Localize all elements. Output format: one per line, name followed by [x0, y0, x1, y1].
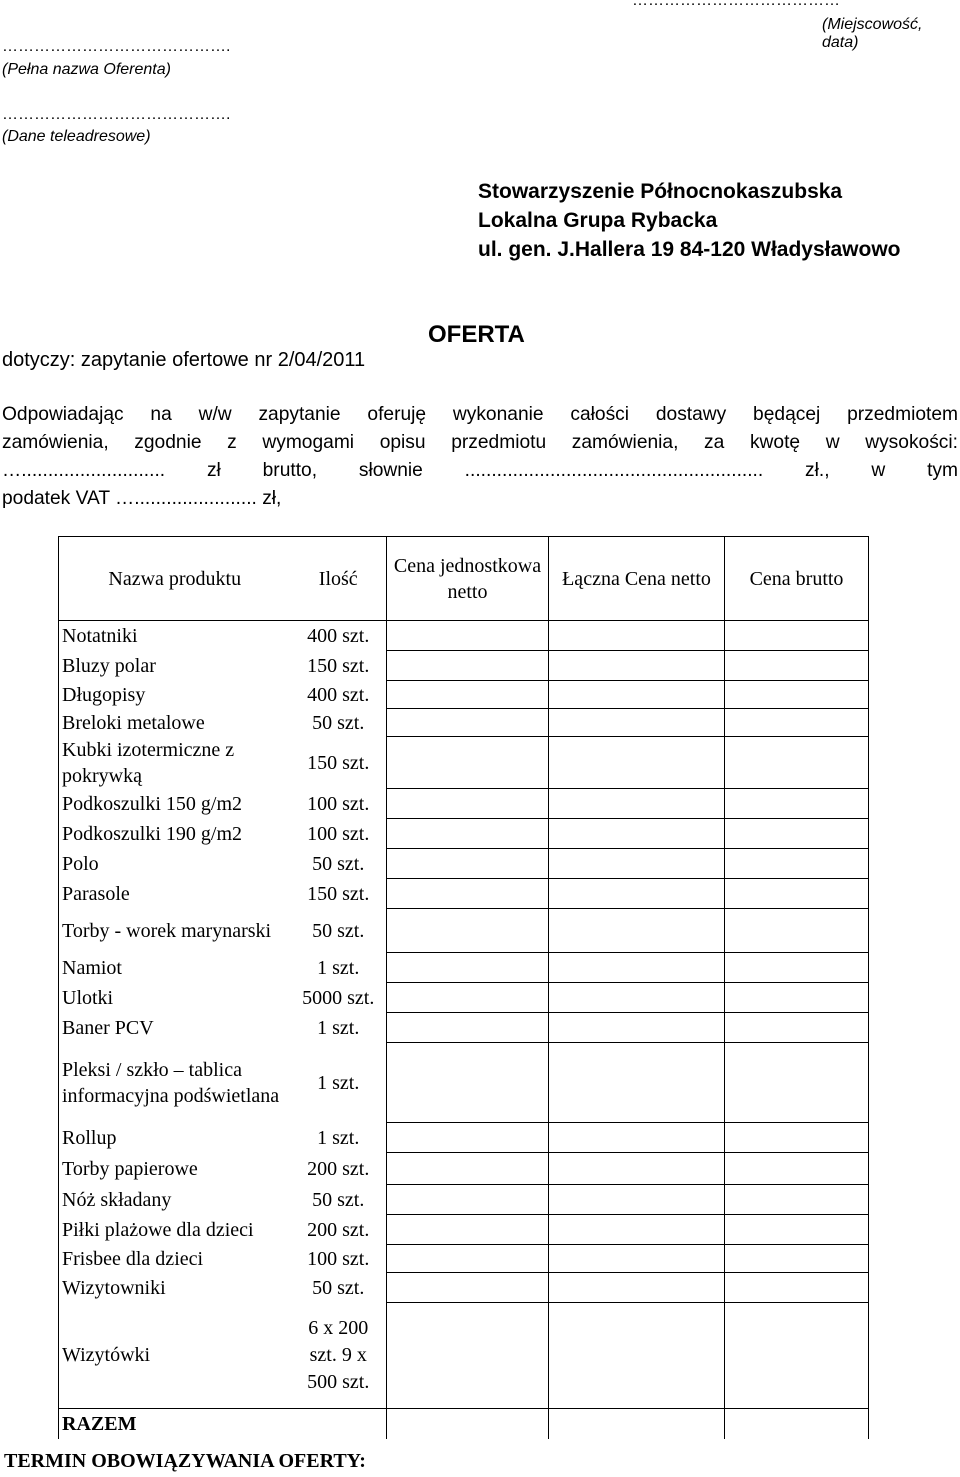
unit-net-price-cell	[387, 849, 549, 879]
contact-label: (Dane teleadresowe)	[2, 128, 151, 145]
quantity-cell: 200 szt.	[307, 1218, 370, 1241]
total-net-price-cell	[549, 1303, 725, 1409]
total-net-price-cell	[549, 709, 725, 737]
total-net-price-cell	[549, 1215, 725, 1245]
total-net-cell	[549, 1409, 725, 1439]
offeror-label: (Pełna nazwa Oferenta)	[2, 61, 171, 78]
unit-net-price-cell	[387, 953, 549, 983]
unit-net-price-cell	[387, 1303, 549, 1409]
table-row	[59, 879, 869, 909]
product-name-cell: Pleksi / szkło – tablica informacyjna podświetlana	[59, 1043, 291, 1123]
quantity-cell: 1 szt.	[317, 1071, 360, 1094]
gross-price-cell	[725, 1215, 869, 1245]
total-net-price-cell	[549, 737, 725, 789]
unit-net-price-cell	[387, 789, 549, 819]
product-name-cell: Breloki metalowe	[59, 709, 291, 737]
total-net-price-cell	[549, 983, 725, 1013]
total-net-price-cell	[549, 1013, 725, 1043]
gross-price-cell	[725, 1013, 869, 1043]
table-row	[59, 1185, 869, 1215]
unit-net-price-cell	[387, 1153, 549, 1185]
gross-price-cell	[725, 651, 869, 681]
product-name-cell: Podkoszulki 190 g/m2	[59, 819, 291, 849]
product-name-cell: Parasole	[59, 879, 291, 909]
table-row	[59, 983, 869, 1013]
table-row	[59, 849, 869, 879]
unit-net-price-cell	[387, 621, 549, 651]
paragraph-line-1: Odpowiadając na w/w zapytanie oferuję wykonanie całości dostawy będącej przedmiotem	[2, 404, 958, 425]
gross-price-cell	[725, 1273, 869, 1303]
unit-net-price-cell	[387, 709, 549, 737]
offer-table	[58, 536, 869, 1439]
table-row	[59, 789, 869, 819]
gross-price-cell	[725, 621, 869, 651]
total-net-price-cell	[549, 1123, 725, 1153]
unit-net-price-cell	[387, 909, 549, 953]
table-row	[59, 1303, 869, 1409]
total-net-price-cell	[549, 789, 725, 819]
header-gross-price: Cena brutto	[725, 537, 869, 621]
total-unit-net-cell	[387, 1409, 549, 1439]
total-net-price-cell	[549, 879, 725, 909]
total-net-price-cell	[549, 1273, 725, 1303]
offer-paragraph	[2, 401, 958, 513]
quantity-cell: 150 szt.	[307, 654, 370, 677]
unit-net-price-cell	[387, 737, 549, 789]
quantity-cell: 100 szt.	[307, 792, 370, 815]
table-row	[59, 1215, 869, 1245]
unit-net-price-cell	[387, 1273, 549, 1303]
total-net-price-cell	[549, 1153, 725, 1185]
product-name-cell: Notatniki	[59, 621, 291, 651]
unit-net-price-cell	[387, 651, 549, 681]
gross-price-cell	[725, 983, 869, 1013]
table-row	[59, 1273, 869, 1303]
header-quantity: Ilość	[291, 537, 387, 621]
quantity-cell: 50 szt.	[312, 919, 365, 942]
table-row	[59, 909, 869, 953]
paragraph-line-2: zamówienia, zgodnie z wymogami opisu przedmiotu zamówienia, za kwotę w wysokości:	[2, 432, 958, 453]
quantity-cell: 1 szt.	[317, 956, 360, 979]
table-header-row	[59, 537, 869, 621]
page-title: OFERTA	[428, 321, 525, 348]
product-name-cell: Kubki izotermiczne z pokrywką	[59, 737, 291, 789]
total-net-price-cell	[549, 1043, 725, 1123]
quantity-cell: 100 szt.	[307, 1247, 370, 1270]
product-name-cell: Wizytowniki	[59, 1273, 291, 1303]
gross-price-cell	[725, 1123, 869, 1153]
table-row	[59, 819, 869, 849]
quantity-cell: 50 szt.	[312, 1188, 365, 1211]
table-total-row	[59, 1409, 869, 1439]
total-net-price-cell	[549, 621, 725, 651]
unit-net-price-cell	[387, 819, 549, 849]
unit-net-price-cell	[387, 1185, 549, 1215]
unit-net-price-cell	[387, 1245, 549, 1273]
quantity-cell: 100 szt.	[307, 822, 370, 845]
table-row	[59, 681, 869, 709]
gross-price-cell	[725, 681, 869, 709]
quantity-cell: 150 szt.	[307, 882, 370, 905]
product-name-cell: Nóż składany	[59, 1185, 291, 1215]
gross-price-cell	[725, 953, 869, 983]
gross-price-cell	[725, 709, 869, 737]
total-net-price-cell	[549, 651, 725, 681]
product-name-cell: Rollup	[59, 1123, 291, 1153]
product-name-cell: Długopisy	[59, 681, 291, 709]
recipient-line-2: Lokalna Grupa Rybacka	[478, 209, 718, 232]
quantity-cell: 1 szt.	[317, 1016, 360, 1039]
quantity-cell: 5000 szt.	[302, 986, 375, 1009]
offeror-dots: …………………………………….	[2, 38, 231, 55]
recipient-line-1: Stowarzyszenie Północnokaszubska	[478, 180, 843, 203]
total-net-price-cell	[549, 909, 725, 953]
table-row	[59, 651, 869, 681]
total-net-price-cell	[549, 1245, 725, 1273]
table-row	[59, 737, 869, 789]
gross-price-cell	[725, 1185, 869, 1215]
product-name-cell: Piłki plażowe dla dzieci	[59, 1215, 291, 1245]
inquiry-reference: dotyczy: zapytanie ofertowe nr 2/04/2011	[2, 349, 366, 371]
table-row	[59, 1153, 869, 1185]
recipient-address	[478, 177, 901, 264]
quantity-cell: 200 szt.	[307, 1157, 370, 1180]
unit-net-price-cell	[387, 983, 549, 1013]
quantity-cell: 50 szt.	[312, 1276, 365, 1299]
product-name-cell: Baner PCV	[59, 1013, 291, 1043]
product-name-cell: Frisbee dla dzieci	[59, 1245, 291, 1273]
table-row	[59, 953, 869, 983]
unit-net-price-cell	[387, 1215, 549, 1245]
total-quantity-cell	[291, 1409, 387, 1439]
table-row	[59, 709, 869, 737]
gross-price-cell	[725, 1153, 869, 1185]
gross-price-cell	[725, 1245, 869, 1273]
unit-net-price-cell	[387, 681, 549, 709]
table-row	[59, 621, 869, 651]
total-net-price-cell	[549, 819, 725, 849]
gross-price-cell	[725, 849, 869, 879]
gross-price-cell	[725, 879, 869, 909]
paragraph-line-4: podatek VAT …....................... zł,	[2, 488, 282, 509]
contact-dots: …………………………………….	[2, 106, 231, 123]
product-name-cell: Namiot	[59, 953, 291, 983]
product-name-cell: Torby - worek marynarski	[59, 909, 291, 953]
product-name-cell: Bluzy polar	[59, 651, 291, 681]
gross-price-cell	[725, 1303, 869, 1409]
total-label: RAZEM	[59, 1409, 291, 1439]
table-row	[59, 1123, 869, 1153]
header-product-name: Nazwa produktu	[59, 537, 291, 621]
product-name-cell: Wizytówki	[59, 1303, 291, 1409]
quantity-cell: 400 szt.	[307, 624, 370, 647]
unit-net-price-cell	[387, 1123, 549, 1153]
place-date-dots: …………………………………	[632, 0, 840, 9]
table-row	[59, 1245, 869, 1273]
unit-net-price-cell	[387, 1043, 549, 1123]
unit-net-price-cell	[387, 879, 549, 909]
product-name-cell: Polo	[59, 849, 291, 879]
gross-price-cell	[725, 909, 869, 953]
total-net-price-cell	[549, 1185, 725, 1215]
quantity-cell: 50 szt.	[312, 852, 365, 875]
total-net-price-cell	[549, 953, 725, 983]
table-row	[59, 1013, 869, 1043]
offer-validity-label: TERMIN OBOWIĄZYWANIA OFERTY:	[4, 1450, 366, 1472]
header-unit-net-price: Cena jednostkowa netto	[387, 537, 549, 621]
quantity-cell: 400 szt.	[307, 683, 370, 706]
gross-price-cell	[725, 737, 869, 789]
product-name-cell: Ulotki	[59, 983, 291, 1013]
paragraph-line-3: …........................... zł brutto, słownie ........................................................ zł., w tym	[2, 460, 958, 481]
total-gross-cell	[725, 1409, 869, 1439]
header-total-net-price: Łączna Cena netto	[549, 537, 725, 621]
gross-price-cell	[725, 819, 869, 849]
recipient-line-3: ul. gen. J.Hallera 19 84-120 Władysławowo	[478, 238, 901, 261]
quantity-cell: 50 szt.	[312, 711, 365, 734]
total-net-price-cell	[549, 681, 725, 709]
quantity-cell: 1 szt.	[317, 1126, 360, 1149]
quantity-cell: 6 x 200 szt. 9 x 500 szt.	[307, 1316, 370, 1393]
product-name-cell: Podkoszulki 150 g/m2	[59, 789, 291, 819]
unit-net-price-cell	[387, 1013, 549, 1043]
table-row	[59, 1043, 869, 1123]
product-name-cell: Torby papierowe	[59, 1153, 291, 1185]
gross-price-cell	[725, 1043, 869, 1123]
gross-price-cell	[725, 789, 869, 819]
place-date-label: (Miejscowość, data)	[822, 16, 923, 51]
total-net-price-cell	[549, 849, 725, 879]
quantity-cell: 150 szt.	[307, 751, 370, 774]
